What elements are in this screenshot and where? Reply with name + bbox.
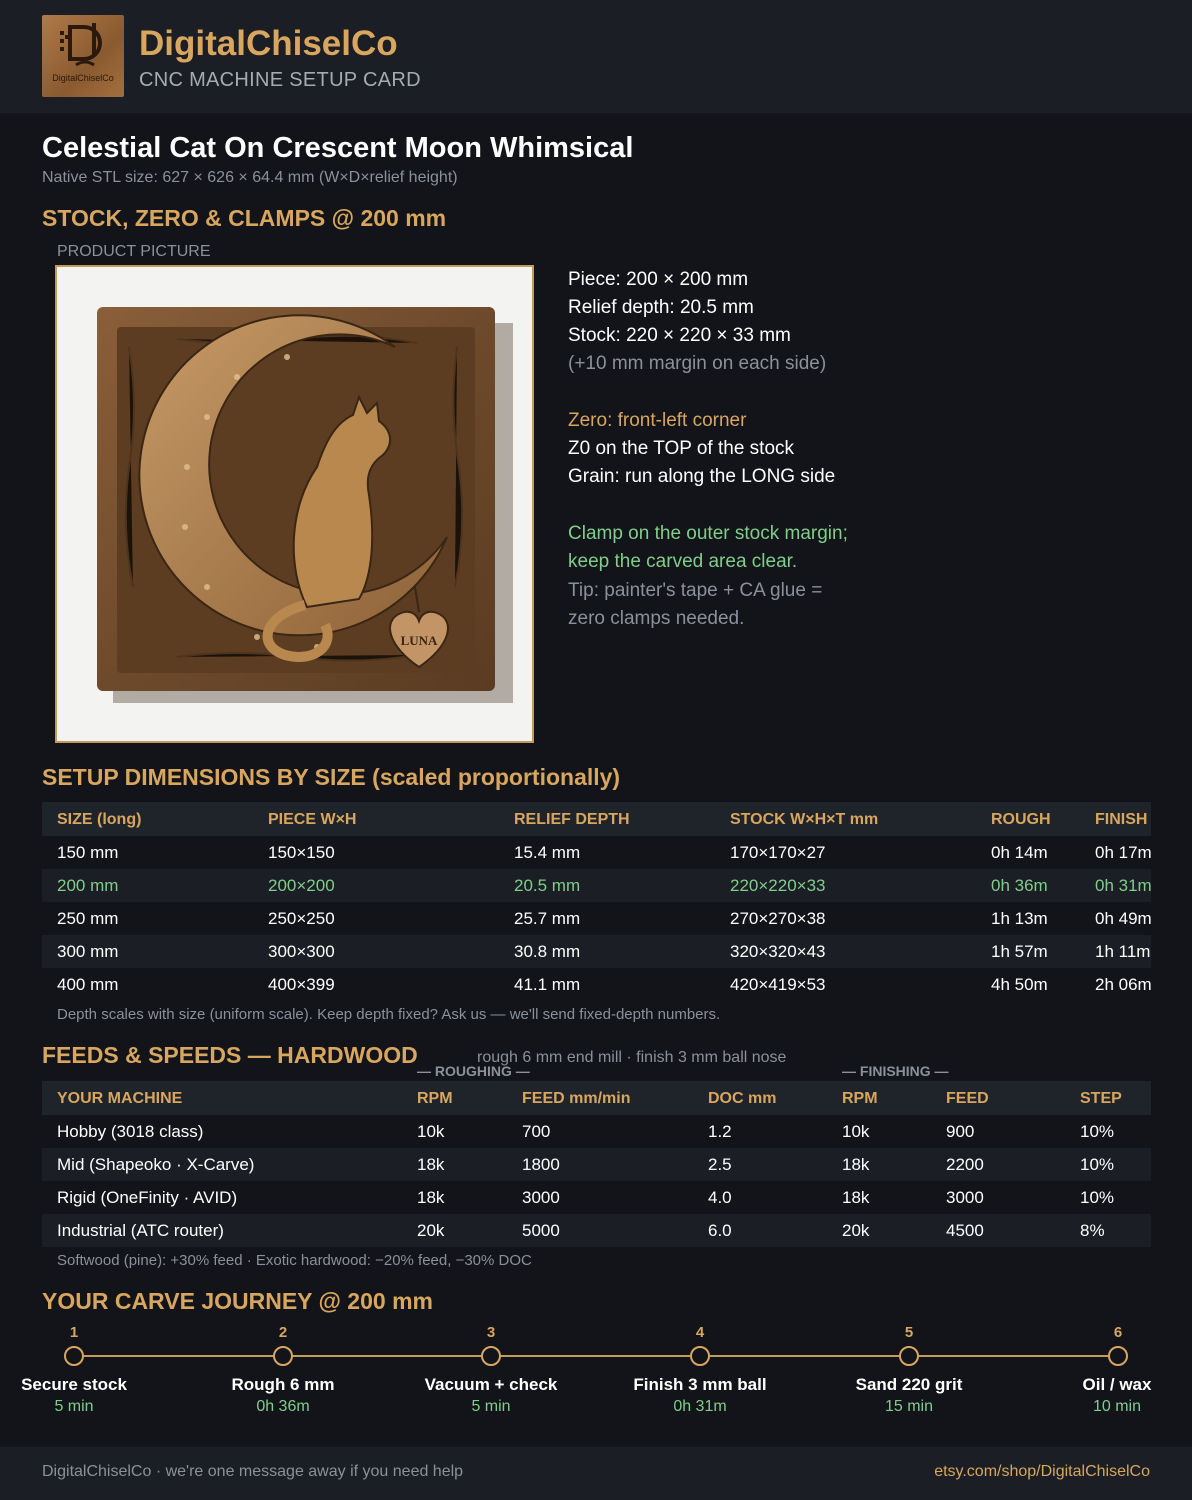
table-cell: Hobby (3018 class) — [57, 1122, 204, 1141]
table-row — [42, 935, 1151, 968]
table-cell: 3000 — [522, 1188, 560, 1207]
col-machine: YOUR MACHINE — [57, 1090, 183, 1107]
table-cell: 0h 17m — [1095, 843, 1152, 862]
col-size: SIZE (long) — [57, 811, 142, 828]
journey-step-dot — [481, 1346, 501, 1366]
table-cell: 0h 36m — [991, 876, 1048, 895]
table-cell: 0h 14m — [991, 843, 1048, 862]
journey-heading: YOUR CARVE JOURNEY @ 200 mm — [42, 1288, 433, 1314]
journey-step-label: Sand 220 grit — [855, 1375, 963, 1394]
table-cell: 300×300 — [268, 942, 335, 961]
feeds-note: Softwood (pine): +30% feed · Exotic hardwood: −20% feed, −30% DOC — [57, 1252, 532, 1269]
table-cell: 25.7 mm — [514, 909, 581, 928]
native-size: Native STL size: 627 × 626 × 64.4 mm (W×D×relief height) — [42, 169, 458, 186]
table-cell: 20k — [417, 1221, 445, 1240]
table-cell: 1h 11m — [1095, 942, 1151, 961]
table-cell: 250 mm — [57, 909, 119, 928]
table-row — [42, 1214, 1151, 1247]
table-row — [42, 1115, 1151, 1148]
journey-step-dot — [899, 1346, 919, 1366]
table-cell: 10% — [1080, 1155, 1115, 1174]
table-cell: 300 mm — [57, 942, 119, 961]
table-row — [42, 1148, 1151, 1181]
table-cell: 4.0 — [708, 1188, 732, 1207]
table-cell: 2200 — [946, 1155, 984, 1174]
journey-step-number: 3 — [486, 1324, 496, 1341]
journey-step-label: Oil / wax — [1082, 1375, 1152, 1394]
table-cell: 1.2 — [708, 1122, 732, 1141]
table-cell: 18k — [417, 1188, 445, 1207]
col-rough-rpm: RPM — [417, 1090, 453, 1107]
table-row — [42, 902, 1151, 935]
piece-size: Piece: 200 × 200 mm — [568, 269, 749, 290]
stock-size: Stock: 220 × 220 × 33 mm — [568, 325, 791, 346]
brand-logo — [42, 15, 124, 97]
col-step: STEP — [1080, 1090, 1122, 1107]
table-cell: 30.8 mm — [514, 942, 581, 961]
feeds-heading: FEEDS & SPEEDS — HARDWOOD — [42, 1042, 418, 1068]
zero-point: Zero: front-left corner — [568, 410, 747, 431]
table-cell: 1h 13m — [991, 909, 1048, 928]
table-cell: 10% — [1080, 1122, 1115, 1141]
table-row — [42, 869, 1151, 902]
journey-step-label: Rough 6 mm — [231, 1375, 335, 1394]
table-cell: 4h 50m — [991, 975, 1048, 994]
table-cell: 3000 — [946, 1188, 984, 1207]
journey-step-label: Finish 3 mm ball — [633, 1375, 767, 1394]
footer-message: DigitalChiselCo · we're one message away if you need help — [42, 1463, 464, 1480]
journey-step-time: 5 min — [471, 1398, 511, 1415]
card-subtitle: CNC MACHINE SETUP CARD — [139, 69, 421, 91]
table-cell: 5000 — [522, 1221, 560, 1240]
table-cell: 1h 57m — [991, 942, 1048, 961]
journey-timeline — [74, 1355, 1118, 1357]
table-cell: 6.0 — [708, 1221, 732, 1240]
stock-section-heading: STOCK, ZERO & CLAMPS @ 200 mm — [42, 205, 447, 231]
col-finish-feed: FEED — [946, 1090, 989, 1107]
table-row — [42, 1181, 1151, 1214]
heart-tag-text: LUNA — [400, 633, 438, 648]
journey-step-dot — [1108, 1346, 1128, 1366]
journey-step-time: 15 min — [884, 1398, 934, 1415]
table-cell: 18k — [842, 1188, 870, 1207]
table-cell: 270×270×38 — [730, 909, 826, 928]
table-row — [42, 968, 1151, 1001]
chisel-logo-icon — [56, 21, 110, 73]
journey-step-label: Vacuum + check — [424, 1375, 558, 1394]
table-cell: 200×200 — [268, 876, 335, 895]
col-finish: FINISH — [1095, 811, 1148, 828]
clamp-note-2: keep the carved area clear. — [568, 551, 798, 572]
table-cell: 220×220×33 — [730, 876, 826, 895]
col-piece: PIECE W×H — [268, 811, 357, 828]
tools-note: rough 6 mm end mill · finish 3 mm ball nose — [477, 1049, 787, 1066]
z0-note: Z0 on the TOP of the stock — [568, 438, 795, 459]
dimensions-table-header — [42, 802, 1151, 836]
journey-step-time: 0h 31m — [673, 1398, 727, 1415]
journey-step-dot — [690, 1346, 710, 1366]
table-cell: 4500 — [946, 1221, 984, 1240]
table-cell: 150×150 — [268, 843, 335, 862]
tip-note-2: zero clamps needed. — [568, 608, 745, 629]
table-cell: Rigid (OneFinity · AVID) — [57, 1188, 238, 1207]
brand-name: DigitalChiselCo — [139, 24, 398, 63]
table-cell: 400×399 — [268, 975, 335, 994]
table-cell: 0h 31m — [1095, 876, 1152, 895]
table-cell: 150 mm — [57, 843, 119, 862]
col-stock: STOCK W×H×T mm — [730, 811, 879, 828]
table-cell: 10% — [1080, 1188, 1115, 1207]
table-cell: 200 mm — [57, 876, 119, 895]
col-finish-rpm: RPM — [842, 1090, 878, 1107]
grain-note: Grain: run along the LONG side — [568, 466, 836, 487]
table-cell: Industrial (ATC router) — [57, 1221, 224, 1240]
table-cell: 10k — [417, 1122, 445, 1141]
journey-step-number: 2 — [278, 1324, 288, 1341]
product-picture — [55, 265, 534, 743]
dimensions-heading: SETUP DIMENSIONS BY SIZE (scaled proportionally) — [42, 764, 621, 790]
journey-step-number: 6 — [1113, 1324, 1123, 1341]
col-rough-feed: FEED mm/min — [522, 1090, 631, 1107]
col-rough: ROUGH — [991, 811, 1051, 828]
table-row — [42, 836, 1151, 869]
journey-step-time: 5 min — [54, 1398, 94, 1415]
journey-step-time: 0h 36m — [256, 1398, 310, 1415]
clamp-note-1: Clamp on the outer stock margin; — [568, 523, 848, 544]
finishing-group-label: — FINISHING — — [842, 1063, 949, 1079]
logo-text: DigitalChiselCo — [52, 73, 114, 83]
table-cell: 41.1 mm — [514, 975, 581, 994]
product-title: Celestial Cat On Crescent Moon Whimsical — [42, 132, 634, 164]
table-cell: 2.5 — [708, 1155, 732, 1174]
journey-step-number: 5 — [904, 1324, 914, 1341]
table-cell: 0h 49m — [1095, 909, 1152, 928]
journey-step-label: Secure stock — [21, 1375, 127, 1394]
table-cell: 250×250 — [268, 909, 335, 928]
relief-depth: Relief depth: 20.5 mm — [568, 297, 754, 318]
dimensions-note: Depth scales with size (uniform scale). Keep depth fixed? Ask us — we'll send fixed-depth numbers. — [57, 1006, 721, 1023]
feeds-table-header — [42, 1081, 1151, 1115]
table-cell: 20.5 mm — [514, 876, 581, 895]
table-cell: 1800 — [522, 1155, 560, 1174]
journey-step-number: 1 — [69, 1324, 79, 1341]
table-cell: 18k — [417, 1155, 445, 1174]
table-cell: 170×170×27 — [730, 843, 826, 862]
table-cell: 700 — [522, 1122, 551, 1141]
table-cell: 15.4 mm — [514, 843, 581, 862]
table-cell: Mid (Shapeoko · X-Carve) — [57, 1155, 255, 1174]
table-cell: 20k — [842, 1221, 870, 1240]
table-cell: 400 mm — [57, 975, 119, 994]
table-cell: 320×320×43 — [730, 942, 826, 961]
journey-step-dot — [273, 1346, 293, 1366]
journey-step-number: 4 — [695, 1324, 705, 1341]
carved-panel-image — [57, 267, 532, 741]
shop-link[interactable]: etsy.com/shop/DigitalChiselCo — [934, 1463, 1150, 1480]
col-relief: RELIEF DEPTH — [514, 811, 630, 828]
stock-margin: (+10 mm margin on each side) — [568, 353, 827, 374]
journey-step-time: 10 min — [1092, 1398, 1142, 1415]
table-cell: 2h 06m — [1095, 975, 1152, 994]
table-cell: 8% — [1080, 1221, 1105, 1240]
col-doc: DOC mm — [708, 1090, 777, 1107]
table-cell: 10k — [842, 1122, 870, 1141]
tip-note-1: Tip: painter's tape + CA glue = — [568, 580, 823, 601]
table-cell: 420×419×53 — [730, 975, 826, 994]
table-cell: 18k — [842, 1155, 870, 1174]
picture-label: PRODUCT PICTURE — [57, 243, 211, 260]
journey-step-dot — [64, 1346, 84, 1366]
table-cell: 900 — [946, 1122, 975, 1141]
roughing-group-label: — ROUGHING — — [417, 1063, 530, 1079]
